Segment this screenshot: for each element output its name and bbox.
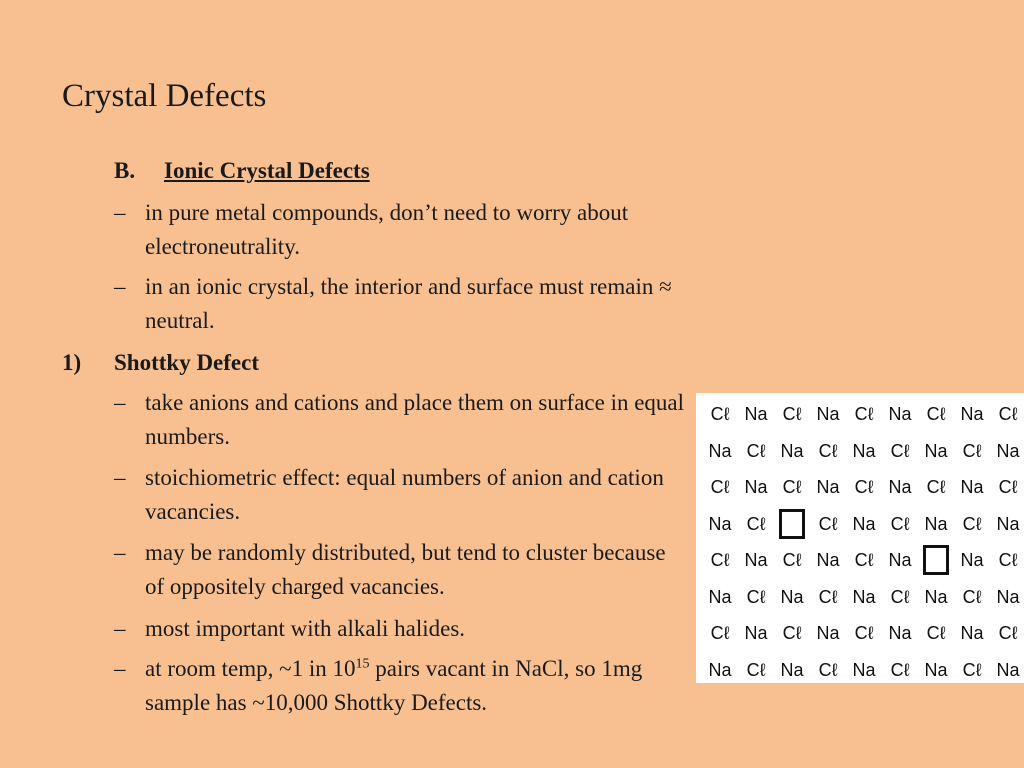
bullet-text: most important with alkali halides. (145, 616, 466, 641)
lattice-ion: Cℓ (782, 623, 802, 643)
bullet-text-part: pairs vacant in NaCl, so 1mg sample has ~10,000 Shottky Defects. (145, 656, 643, 715)
bullet-item (114, 652, 685, 720)
subsection-title: Shottky Defect (114, 350, 259, 375)
dash-marker: – (114, 465, 126, 490)
bullet-item (114, 196, 685, 264)
slide-title: Crystal Defects (62, 78, 267, 114)
lattice-ion: Cℓ (962, 659, 982, 680)
lattice-ion: Na (780, 659, 804, 680)
lattice-ion: Na (852, 586, 876, 607)
bullet-text: may be randomly distributed, but tend to cluster because of oppositely charged vacancies. (145, 540, 666, 599)
lattice-ion: Cℓ (710, 623, 730, 643)
lattice-ion: Na (744, 623, 768, 643)
lattice-ion: Cℓ (818, 513, 838, 534)
lattice-ion: Na (960, 623, 984, 643)
bullet-item (114, 270, 685, 338)
lattice-ion: Na (960, 550, 984, 570)
dash-marker: – (114, 616, 126, 641)
lattice-ion: Na (852, 513, 876, 534)
dash-marker: – (114, 390, 126, 415)
dash-marker: – (114, 274, 126, 299)
lattice-ion: Cℓ (746, 586, 766, 607)
lattice-ion: Na (888, 404, 912, 424)
bullet-item (114, 386, 685, 454)
dash-marker: – (114, 656, 126, 681)
lattice-ion: Na (780, 586, 804, 607)
lattice-ion: Na (996, 440, 1020, 461)
lattice-ion: Na (852, 659, 876, 680)
lattice-ion: Na (996, 659, 1020, 680)
lattice-ion: Na (708, 440, 732, 461)
lattice-ion: Cℓ (926, 404, 946, 424)
lattice-ion: Na (780, 440, 804, 461)
lattice-ion: Cℓ (962, 586, 982, 607)
subsection-number: 1) (62, 350, 82, 375)
lattice-ion: Na (924, 586, 948, 607)
lattice-ion: Cℓ (890, 586, 910, 607)
lattice-ion: Cℓ (818, 586, 838, 607)
lattice-ion: Cℓ (818, 440, 838, 461)
lattice-ion: Na (816, 550, 840, 570)
lattice-ion: Na (816, 404, 840, 424)
subsection-heading (62, 346, 259, 380)
lattice-ion: Cℓ (854, 623, 874, 643)
lattice-ion: Cℓ (998, 477, 1018, 497)
bullet-text: take anions and cations and place them on surface in equal numbers. (145, 390, 685, 449)
bullet-text-part: at room temp, ~1 in 10 (145, 656, 356, 681)
section-heading (114, 156, 370, 186)
lattice-ion: Cℓ (926, 477, 946, 497)
bullet-text: in an ionic crystal, the interior and surface must remain ≈ neutral. (145, 274, 672, 333)
section-letter: B. (114, 158, 136, 183)
lattice-ion: Cℓ (854, 550, 874, 570)
lattice-ion: Cℓ (854, 477, 874, 497)
lattice-ion: Cℓ (710, 477, 730, 497)
lattice-ion: Cℓ (962, 440, 982, 461)
lattice-ion: Cℓ (998, 623, 1018, 643)
lattice-ion: Na (924, 659, 948, 680)
lattice-ion: Cℓ (746, 513, 766, 534)
lattice-ion: Na (708, 513, 732, 534)
lattice-ion: Na (744, 550, 768, 570)
lattice-ion: Cℓ (782, 404, 802, 424)
lattice-ion: Cℓ (998, 550, 1018, 570)
lattice-ion: Cℓ (818, 659, 838, 680)
exponent: 15 (355, 656, 370, 672)
lattice-ion: Na (744, 404, 768, 424)
lattice-ion: Na (996, 586, 1020, 607)
lattice-ion: Na (816, 477, 840, 497)
lattice-ion: Na (852, 440, 876, 461)
lattice-ion: Cℓ (890, 513, 910, 534)
vacancy-box (779, 509, 805, 539)
lattice-ion: Na (708, 659, 732, 680)
lattice-ion: Cℓ (854, 404, 874, 424)
bullet-item (114, 612, 685, 646)
lattice-ion: Cℓ (782, 477, 802, 497)
section-title: Ionic Crystal Defects (164, 158, 370, 183)
lattice-ion: Na (960, 477, 984, 497)
bullet-text: in pure metal compounds, don’t need to worry about electroneutrality. (145, 200, 629, 259)
bullet-text (145, 656, 642, 715)
lattice-ion: Na (996, 513, 1020, 534)
lattice-ion: Cℓ (962, 513, 982, 534)
lattice-ion: Cℓ (890, 440, 910, 461)
lattice-ion: Na (744, 477, 768, 497)
lattice-ion: Na (924, 513, 948, 534)
lattice-ion: Na (816, 623, 840, 643)
vacancy-box (923, 545, 949, 575)
lattice-ion: Na (888, 550, 912, 570)
lattice-ion: Na (888, 623, 912, 643)
lattice-ion: Cℓ (710, 404, 730, 424)
bullet-text: stoichiometric effect: equal numbers of anion and cation vacancies. (145, 465, 664, 524)
lattice-ion: Cℓ (998, 404, 1018, 424)
lattice-ion: Cℓ (746, 440, 766, 461)
lattice-ion: Cℓ (710, 550, 730, 570)
lattice-ion: Cℓ (926, 623, 946, 643)
lattice-ion: Na (888, 477, 912, 497)
lattice-ion: Cℓ (746, 659, 766, 680)
dash-marker: – (114, 200, 126, 225)
lattice-ion: Cℓ (782, 550, 802, 570)
bullet-item (114, 536, 685, 604)
dash-marker: – (114, 540, 126, 565)
lattice-ion: Na (960, 404, 984, 424)
lattice-ion: Cℓ (890, 659, 910, 680)
nacl-lattice-diagram (696, 393, 1024, 683)
lattice-ion: Na (708, 586, 732, 607)
bullet-item (114, 461, 685, 529)
lattice-ion: Na (924, 440, 948, 461)
